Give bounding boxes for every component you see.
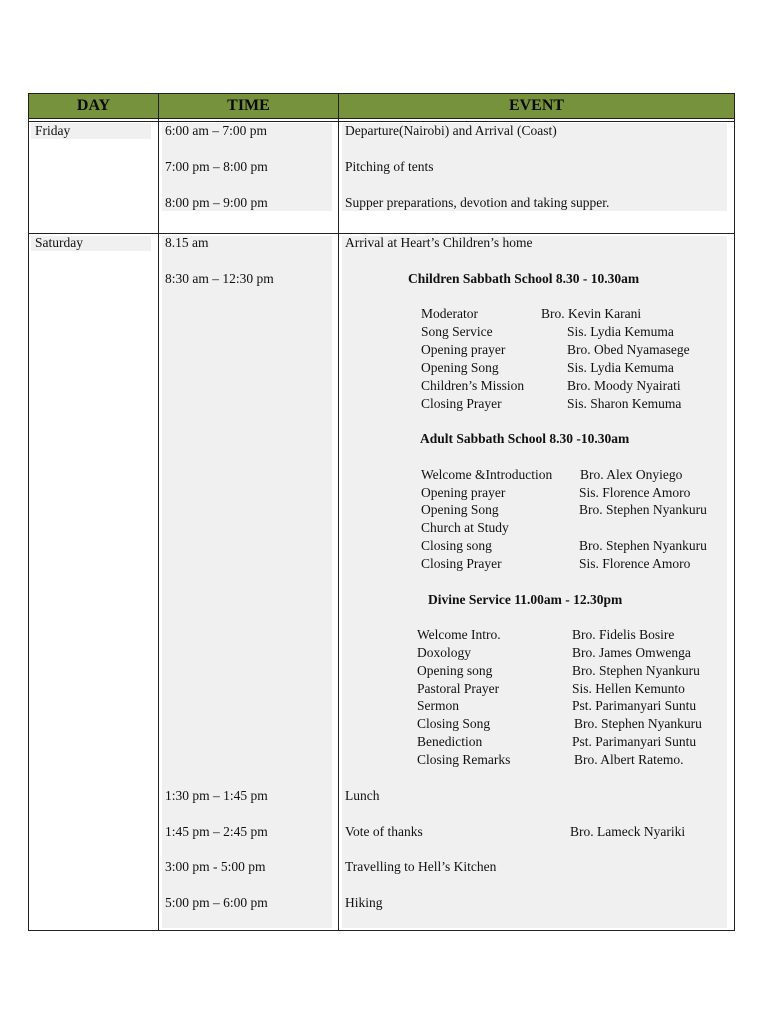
program-person: Bro. Lameck Nyariki bbox=[570, 824, 686, 839]
program-person: Sis. Lydia Kemuma bbox=[567, 324, 674, 339]
time-cell: 7:00 pm – 8:00 pm bbox=[165, 159, 268, 174]
program-person: Bro. Alex Onyiego bbox=[580, 467, 683, 482]
program-role: Opening prayer bbox=[421, 342, 506, 357]
program-person: Sis. Florence Amoro bbox=[579, 556, 691, 571]
event-cell: Vote of thanks bbox=[345, 824, 423, 839]
program-role: Pastoral Prayer bbox=[417, 681, 500, 696]
header-bottom-rule bbox=[28, 121, 735, 122]
adult-sabbath-title: Adult Sabbath School 8.30 -10.30am bbox=[420, 431, 630, 446]
program-person: Pst. Parimanyari Suntu bbox=[572, 734, 697, 749]
event-cell: Travelling to Hell’s Kitchen bbox=[345, 859, 497, 874]
children-sabbath-title: Children Sabbath School 8.30 - 10.30am bbox=[408, 271, 640, 286]
program-person: Pst. Parimanyari Suntu bbox=[572, 698, 697, 713]
col-divider-1 bbox=[158, 93, 159, 931]
program-person: Sis. Hellen Kemunto bbox=[572, 681, 685, 696]
program-person: Sis. Lydia Kemuma bbox=[567, 360, 674, 375]
program-role: Opening song bbox=[417, 663, 493, 678]
program-person: Bro. Stephen Nyankuru bbox=[574, 716, 702, 731]
event-cell: Supper preparations, devotion and taking supper. bbox=[345, 195, 610, 210]
program-role: Closing song bbox=[421, 538, 492, 553]
program-person: Bro. Fidelis Bosire bbox=[572, 627, 675, 642]
program-person: Bro. Stephen Nyankuru bbox=[579, 502, 707, 517]
time-cell: 3:00 pm - 5:00 pm bbox=[165, 859, 266, 874]
col-divider-2 bbox=[338, 93, 339, 931]
time-cell: 1:30 pm – 1:45 pm bbox=[165, 788, 268, 803]
event-cell: Lunch bbox=[345, 788, 380, 803]
program-role: Doxology bbox=[417, 645, 471, 660]
program-role: Closing Prayer bbox=[421, 396, 502, 411]
day-saturday: Saturday bbox=[35, 235, 83, 250]
event-cell: Pitching of tents bbox=[345, 159, 434, 174]
time-cell: 6:00 am – 7:00 pm bbox=[165, 123, 267, 138]
time-cell: 8.15 am bbox=[165, 235, 209, 250]
program-role: Opening prayer bbox=[421, 485, 506, 500]
program-person: Bro. Albert Ratemo. bbox=[574, 752, 684, 767]
program-role: Closing Prayer bbox=[421, 556, 502, 571]
program-person: Bro. Obed Nyamasege bbox=[567, 342, 690, 357]
program-role: Benediction bbox=[417, 734, 483, 749]
program-person: Bro. Stephen Nyankuru bbox=[579, 538, 707, 553]
divine-service-title: Divine Service 11.00am - 12.30pm bbox=[428, 592, 623, 607]
header-event: EVENT bbox=[338, 93, 735, 119]
event-cell: Departure(Nairobi) and Arrival (Coast) bbox=[345, 123, 557, 138]
event-cell: Hiking bbox=[345, 895, 383, 910]
program-person: Sis. Florence Amoro bbox=[579, 485, 691, 500]
program-role: Welcome Intro. bbox=[417, 627, 501, 642]
header-time: TIME bbox=[158, 93, 339, 119]
program-person: Bro. Moody Nyairati bbox=[567, 378, 681, 393]
header-day: DAY bbox=[28, 93, 159, 119]
time-cell: 8:30 am – 12:30 pm bbox=[165, 271, 274, 286]
program-role: Moderator bbox=[421, 306, 478, 321]
program-person: Bro. James Omwenga bbox=[572, 645, 691, 660]
program-person: Sis. Sharon Kemuma bbox=[567, 396, 682, 411]
program-role: Church at Study bbox=[421, 520, 509, 535]
program-role: Sermon bbox=[417, 698, 459, 713]
program-role: Song Service bbox=[421, 324, 493, 339]
time-cell: 5:00 pm – 6:00 pm bbox=[165, 895, 268, 910]
event-cell: Arrival at Heart’s Children’s home bbox=[345, 235, 533, 250]
program-person: Bro. Kevin Karani bbox=[541, 306, 642, 321]
program-role: Opening Song bbox=[421, 502, 499, 517]
program-role: Welcome &Introduction bbox=[421, 467, 553, 482]
program-role: Children’s Mission bbox=[421, 378, 525, 393]
row-divider bbox=[28, 233, 735, 234]
time-cell: 8:00 pm – 9:00 pm bbox=[165, 195, 268, 210]
program-person: Bro. Stephen Nyankuru bbox=[572, 663, 700, 678]
program-role: Opening Song bbox=[421, 360, 499, 375]
program-role: Closing Remarks bbox=[417, 752, 511, 767]
day-friday: Friday bbox=[35, 123, 71, 138]
time-cell: 1:45 pm – 2:45 pm bbox=[165, 824, 268, 839]
program-role: Closing Song bbox=[417, 716, 491, 731]
